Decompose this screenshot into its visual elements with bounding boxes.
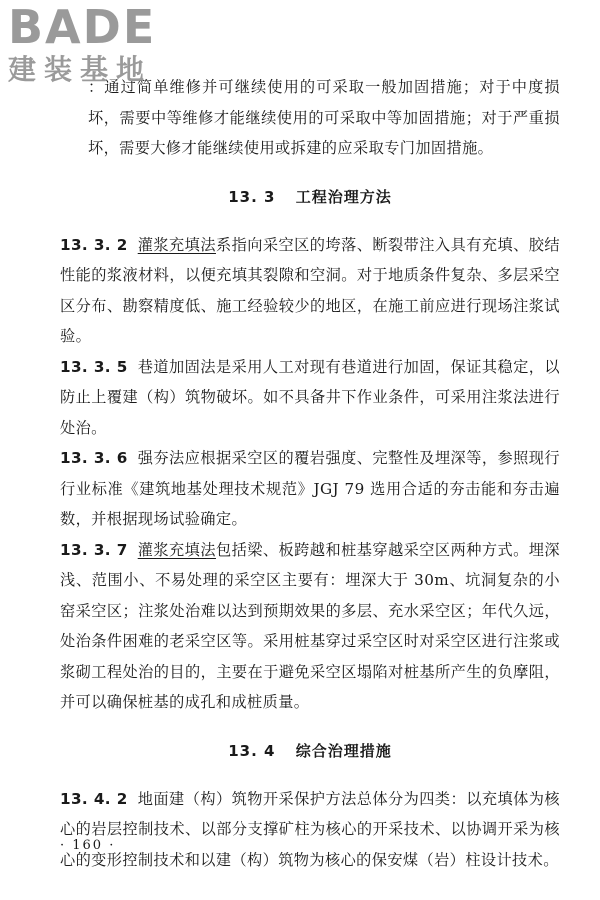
- section-number: 13. 4: [228, 741, 276, 760]
- section-heading-13-4: [60, 736, 560, 766]
- clause-number: 13. 3. 5: [60, 357, 128, 376]
- underlined-term: 灌浆充填法: [137, 540, 216, 559]
- clause-text: 强夯法应根据采空区的覆岩强度、完整性及埋深等，参照现行行业标准《建筑地基处理技术规范》JGJ 79 选用合适的夯击能和夯击遍数，并根据现场试验确定。: [60, 449, 560, 528]
- clause-13-3-6: [60, 443, 560, 535]
- clause-number: 13. 3. 7: [60, 540, 128, 559]
- page-number: · 160 ·: [60, 838, 116, 853]
- clause-text: 巷道加固法是采用人工对现有巷道进行加固，保证其稳定，以防止上覆建（构）筑物破坏。如不具备井下作业条件，可采用注浆法进行处治。: [60, 357, 560, 437]
- underlined-term: 灌浆充填法: [137, 235, 216, 254]
- clause-text: 地面建（构）筑物开采保护方法总体分为四类：以充填体为核心的岩层控制技术、以部分支撑矿柱为核心的开采技术、以协调开采为核心的变形控制技术和以建（构）筑物为核心的保安煤（岩）柱设计技术。: [60, 789, 560, 869]
- clause-text: 包括梁、板跨越和桩基穿越采空区两种方式。埋深浅、范围小、不易处理的采空区主要有：埋深大于 30m、坑洞复杂的小窑采空区；注浆处治难以达到预期效果的多层、充水采空区；年代久远，处治条件困难的老采空区等。采用桩基穿过采空区时对采空区进行注浆或浆砌工程处治的目的，主要在于避免采空区塌陷对桩基所产生的负摩阻，并可以确保桩基的成孔和成桩质量。: [60, 540, 561, 711]
- clause-13-3-5: [60, 352, 560, 444]
- watermark-subtitle: 建装基地: [8, 53, 153, 86]
- intro-paragraph: ：通过简单维修并可继续使用的可采取一般加固措施；对于中度损坏，需要中等维修才能继续使用的可采取中等加固措施；对于严重损坏，需要大修才能继续使用或拆建的应采取专门加固措施。: [88, 78, 560, 157]
- section-number: 13. 3: [228, 187, 276, 206]
- clause-number: 13. 3. 6: [60, 449, 128, 467]
- watermark-brand: BADE: [8, 0, 157, 54]
- clause-13-3-2: [60, 230, 560, 352]
- clause-13-3-7: [60, 535, 560, 718]
- document-page: [60, 72, 560, 875]
- clause-13-4-2: [60, 784, 560, 876]
- section-title: 工程治理方法: [295, 187, 392, 206]
- section-title: 综合治理措施: [295, 741, 392, 760]
- clause-number: 13. 3. 2: [60, 235, 128, 254]
- watermark-logo: [8, 2, 156, 86]
- section-heading-13-3: [60, 182, 560, 212]
- clause-text: 系指向采空区的垮落、断裂带注入具有充填、胶结性能的浆液材料，以便充填其裂隙和空洞。对于地质条件复杂、多层采空区分布、勘察精度低、施工经验较少的地区，在施工前应进行现场注浆试验。: [60, 235, 561, 345]
- clause-number: 13. 4. 2: [60, 789, 128, 808]
